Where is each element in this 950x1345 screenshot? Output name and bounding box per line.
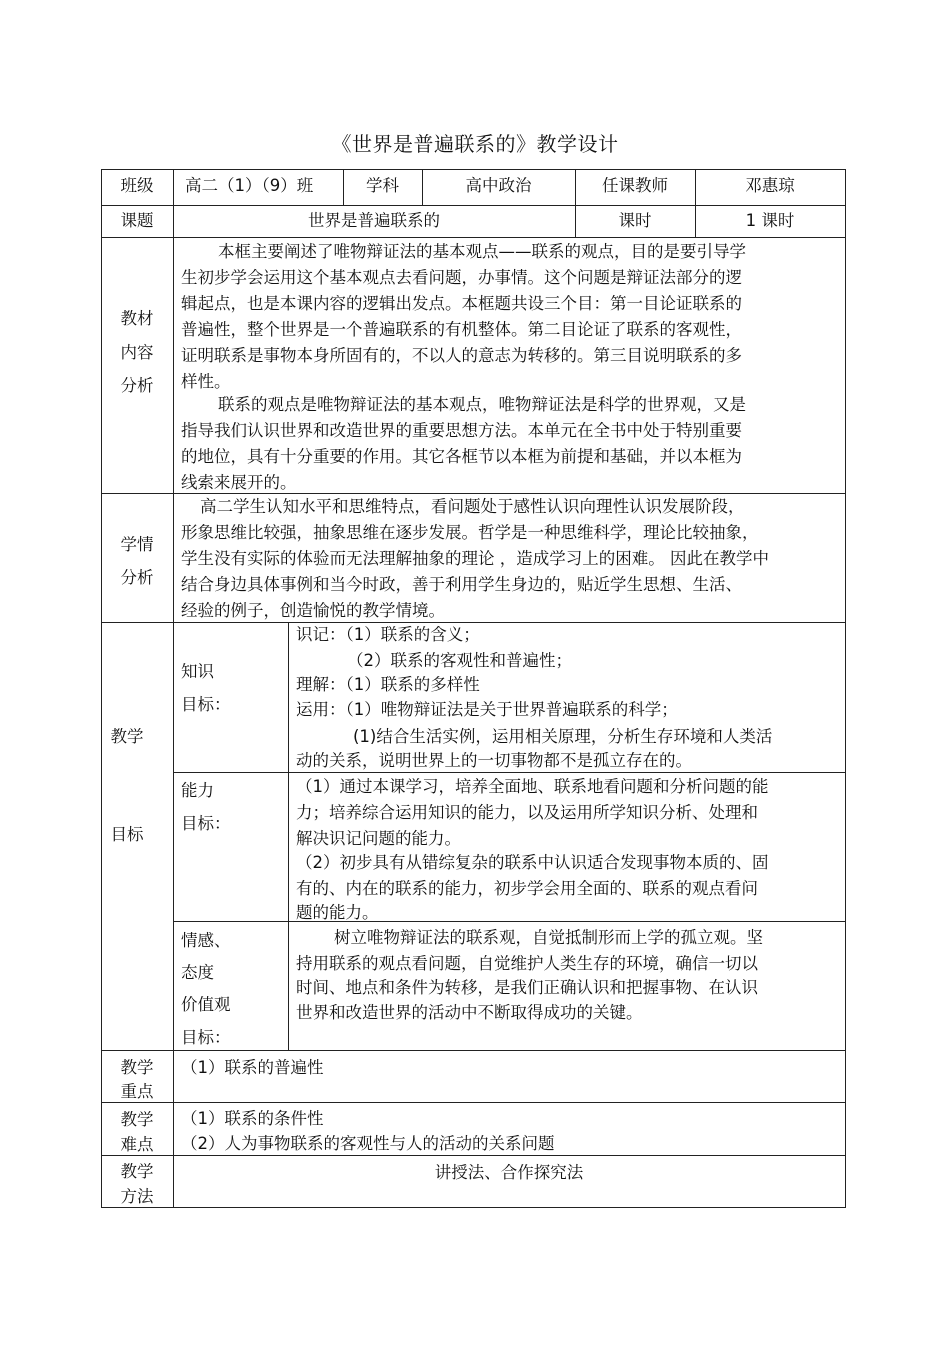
material-line: 的地位，具有十分重要的作用。其它各框节以本框为前提和基础，并以本框为 (181, 447, 742, 466)
emotion-label-4: 目标： (181, 1028, 231, 1047)
knowledge-line: 动的关系，说明世界上的一切事物都不是孤立存在的。 (296, 751, 692, 770)
students-line: 经验的例子，创造愉悦的教学情境。 (181, 601, 445, 620)
ability-line: 力；培养综合运用知识的能力，以及运用所学知识分析、处理和 (296, 803, 758, 822)
class-value: 高二（1）（9）班 (185, 176, 314, 195)
emotion-line: 树立唯物辩证法的联系观，自觉抵制形而上学的孤立观。坚 (334, 928, 763, 947)
material-line: 辑起点，也是本课内容的逻辑出发点。本框题共设三个目：第一目论证联系的 (181, 294, 742, 313)
students-label-1: 学情 (120, 535, 154, 554)
emotion-label-3: 价值观 (181, 995, 231, 1014)
methods-label-2: 方法 (120, 1187, 154, 1206)
goals-label-top: 教学 (110, 727, 144, 746)
hours-label: 课时 (618, 211, 652, 230)
knowledge-label-2: 目标： (181, 695, 231, 714)
knowledge-label-1: 知识 (181, 662, 214, 681)
knowledge-line: 识记：（1）联系的含义； (296, 625, 480, 644)
teacher-label: 任课教师 (602, 176, 668, 195)
students-label-2: 分析 (120, 568, 154, 587)
topic-value: 世界是普遍联系的 (308, 211, 440, 230)
knowledge-line: 理解：（1）联系的多样性 (296, 675, 480, 694)
key-points-label-2: 重点 (120, 1082, 154, 1101)
material-line: 联系的观点是唯物辩证法的基本观点，唯物辩证法是科学的世界观，又是 (218, 395, 746, 414)
material-label-1: 教材 (120, 309, 154, 328)
material-line: 线索来展开的。 (181, 473, 297, 492)
goals-label-bottom: 目标 (110, 825, 144, 844)
knowledge-line: 运用：（1）唯物辩证法是关于世界普遍联系的科学； (296, 700, 678, 719)
key-points-line: （1）联系的普遍性 (181, 1058, 324, 1077)
document-title: 《世界是普遍联系的》教学设计 (331, 132, 619, 156)
subject-value: 高中政治 (465, 176, 532, 195)
ability-line: 有的、内在的联系的能力，初步学会用全面的、联系的观点看问 (296, 879, 758, 898)
difficulties-label-2: 难点 (120, 1135, 154, 1154)
ability-line: （1）通过本课学习，培养全面地、联系地看问题和分析问题的能 (296, 777, 769, 796)
students-line: 结合身边具体事例和当今时政，善于利用学生身边的，贴近学生思想、生活、 (181, 575, 742, 594)
emotion-line: 世界和改造世界的活动中不断取得成功的关键。 (296, 1003, 643, 1022)
difficulties-line: （2）人为事物联系的客观性与人的活动的关系问题 (181, 1134, 555, 1153)
material-label-2: 内容 (120, 343, 154, 362)
methods-label-1: 教学 (120, 1162, 154, 1181)
ability-line: 题的能力。 (296, 903, 379, 922)
material-line: 生初步学会运用这个基本观点去看问题，办事情。这个问题是辩证法部分的逻 (181, 268, 742, 287)
material-label-3: 分析 (120, 376, 154, 395)
hours-value: 1 课时 (745, 211, 795, 230)
difficulties-line: （1）联系的条件性 (181, 1109, 324, 1128)
material-line: 样性。 (181, 372, 231, 391)
subject-label: 学科 (366, 176, 399, 195)
ability-line: 解决识记问题的能力。 (296, 829, 461, 848)
key-points-label-1: 教学 (120, 1058, 154, 1077)
students-line: 学生没有实际的体验而无法理解抽象的理论 ，造成学习上的困难。 因此在教学中 (181, 549, 769, 568)
teacher-value: 邓惠琼 (745, 176, 795, 195)
topic-label: 课题 (120, 211, 154, 230)
material-line: 本框主要阐述了唯物辩证法的基本观点——联系的观点，目的是要引导学 (218, 242, 746, 261)
material-line: 证明联系是事物本身所固有的，不以人的意志为转移的。第三目说明联系的多 (181, 346, 742, 365)
class-label: 班级 (120, 176, 154, 195)
emotion-label-2: 态度 (181, 963, 214, 982)
material-line: 指导我们认识世界和改造世界的重要思想方法。本单元在全书中处于特别重要 (181, 421, 742, 440)
ability-line: （2）初步具有从错综复杂的联系中认识适合发现事物本质的、固 (296, 853, 769, 872)
ability-label-1: 能力 (181, 781, 214, 800)
material-line: 普遍性，整个世界是一个普遍联系的有机整体。第二目论证了联系的客观性， (181, 320, 742, 339)
knowledge-line: (1)结合生活实例，运用相关原理，分析生存环境和人类活 (353, 727, 773, 746)
students-line: 形象思维比较强，抽象思维在逐步发展。哲学是一种思维科学，理论比较抽象， (181, 523, 759, 542)
knowledge-line: （2）联系的客观性和普遍性； (347, 651, 572, 670)
emotion-line: 持用联系的观点看问题，自觉维护人类生存的环境，确信一切以 (296, 954, 758, 973)
emotion-label-1: 情感、 (181, 931, 231, 950)
students-line: 高二学生认知水平和思维特点，看问题处于感性认识向理性认识发展阶段， (200, 497, 745, 516)
methods-value: 讲授法、合作探究法 (434, 1163, 584, 1182)
ability-label-2: 目标： (181, 814, 231, 833)
emotion-line: 时间、地点和条件为转移，是我们正确认识和把握事物、在认识 (296, 978, 758, 997)
difficulties-label-1: 教学 (120, 1110, 154, 1129)
